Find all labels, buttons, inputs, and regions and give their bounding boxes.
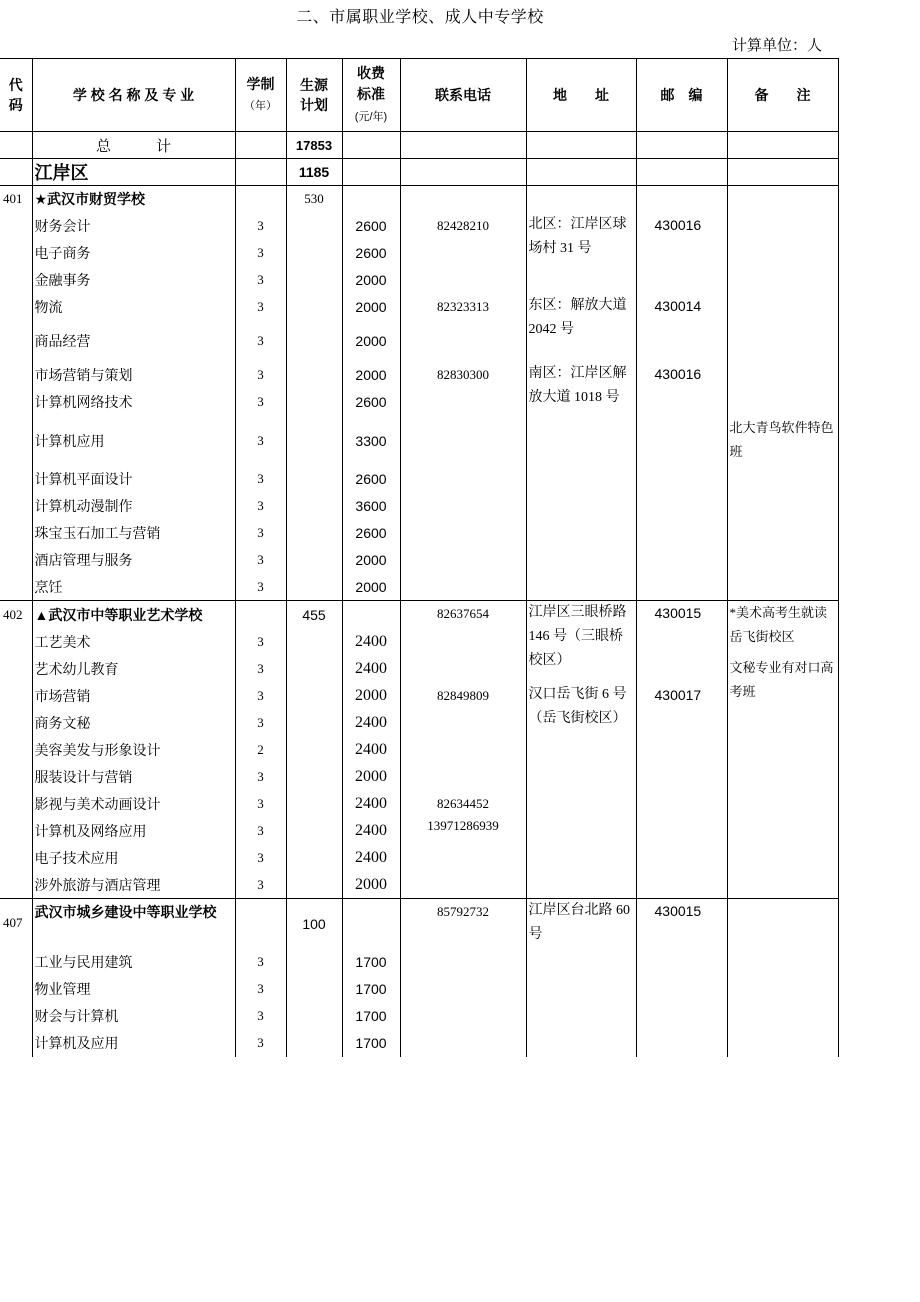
contact-postal: 430015 (636, 601, 727, 683)
major-name: 工艺美术 (32, 629, 235, 656)
major-fee: 2000 (342, 267, 400, 294)
major-years: 3 (235, 267, 286, 294)
major-years: 3 (235, 416, 286, 466)
school-code: 401 (0, 186, 32, 213)
major-name: 影视与美术动画设计 (32, 791, 235, 818)
unit-label: 计算单位：人 (732, 37, 823, 54)
major-years: 3 (235, 791, 286, 818)
major-name: 物流 (32, 294, 235, 321)
contact-address: 江岸区三眼桥路 146 号（三眼桥校区） (526, 601, 636, 683)
header-phone: 联系电话 (400, 59, 526, 132)
major-name: 财会与计算机 (32, 1003, 235, 1030)
school-name: ★武汉市财贸学校 (32, 186, 235, 213)
major-name: 物业管理 (32, 976, 235, 1003)
major-years: 3 (235, 629, 286, 656)
major-years: 3 (235, 764, 286, 791)
major-fee: 3300 (342, 416, 400, 466)
major-years: 3 (235, 949, 286, 976)
major-years: 3 (235, 872, 286, 899)
contact-postal: 430014 (636, 294, 727, 362)
district-plan: 1185 (286, 159, 342, 186)
major-name: 电子技术应用 (32, 845, 235, 872)
major-fee: 2000 (342, 294, 400, 321)
major-fee: 2600 (342, 213, 400, 240)
major-fee: 2400 (342, 710, 400, 737)
major-name: 商品经营 (32, 321, 235, 362)
major-years: 3 (235, 321, 286, 362)
school-plan: 530 (286, 186, 342, 213)
major-fee: 2000 (342, 362, 400, 389)
major-years: 3 (235, 240, 286, 267)
major-years: 3 (235, 574, 286, 601)
major-fee: 2400 (342, 791, 400, 818)
major-name: 烹饪 (32, 574, 235, 601)
major-row (0, 294, 838, 321)
major-name: 市场营销 (32, 683, 235, 710)
major-row (0, 213, 838, 240)
major-name: 金融事务 (32, 267, 235, 294)
contact-phone: 82428210 (400, 213, 526, 294)
major-years: 3 (235, 683, 286, 710)
major-name: 酒店管理与服务 (32, 547, 235, 574)
major-years: 3 (235, 466, 286, 493)
major-fee: 2000 (342, 547, 400, 574)
major-name: 艺术幼儿教育 (32, 656, 235, 683)
major-name: 财务会计 (32, 213, 235, 240)
header-note: 备 注 (727, 59, 838, 132)
contact-postal: 430017 (636, 683, 727, 899)
school-note: 北大青鸟软件特色班 (727, 416, 838, 601)
school-row (0, 601, 838, 629)
total-row (0, 132, 838, 159)
district-row (0, 159, 838, 186)
major-years: 3 (235, 389, 286, 416)
major-fee: 2000 (342, 872, 400, 899)
major-fee: 2600 (342, 389, 400, 416)
school-code: 402 (0, 601, 32, 629)
major-years: 3 (235, 976, 286, 1003)
contact-phone: 82323313 (400, 294, 526, 362)
major-fee: 2400 (342, 737, 400, 764)
header-years: 学制 （年） (235, 59, 286, 132)
major-fee: 1700 (342, 949, 400, 976)
major-fee: 2400 (342, 656, 400, 683)
major-years: 3 (235, 845, 286, 872)
major-name: 电子商务 (32, 240, 235, 267)
school-code: 407 (0, 899, 32, 949)
major-fee: 2400 (342, 818, 400, 845)
major-fee: 3600 (342, 493, 400, 520)
major-name: 服装设计与营销 (32, 764, 235, 791)
contact-phone: 82830300 (400, 362, 526, 601)
contact-postal: 430015 (636, 899, 727, 1057)
major-fee: 1700 (342, 1030, 400, 1057)
major-name: 计算机及网络应用 (32, 818, 235, 845)
contact-phone: 82634452 (400, 791, 526, 818)
header-row (0, 59, 838, 132)
contact-address: 东区：解放大道 2042 号 (526, 294, 636, 362)
major-years: 3 (235, 547, 286, 574)
contact-phone: 82637654 (400, 601, 526, 683)
major-fee: 2600 (342, 520, 400, 547)
school-row (0, 899, 838, 949)
header-fee: 收费 标准 (元/年) (342, 59, 400, 132)
major-fee: 2400 (342, 845, 400, 872)
school-name: 武汉市城乡建设中等职业学校 (32, 899, 235, 949)
major-years: 3 (235, 818, 286, 845)
contact-postal: 430016 (636, 213, 727, 294)
major-fee: 2000 (342, 321, 400, 362)
header-plan: 生源 计划 (286, 59, 342, 132)
major-years: 3 (235, 1003, 286, 1030)
major-name: 市场营销与策划 (32, 362, 235, 389)
school-row (0, 186, 838, 213)
major-name: 美容美发与形象设计 (32, 737, 235, 764)
major-fee: 1700 (342, 1003, 400, 1030)
school-name: ▲武汉市中等职业艺术学校 (32, 601, 235, 629)
school-note: *美术高考生就读岳飞街校区 (727, 601, 838, 656)
major-name: 珠宝玉石加工与营销 (32, 520, 235, 547)
major-row (0, 683, 838, 710)
major-years: 3 (235, 1030, 286, 1057)
major-name: 工业与民用建筑 (32, 949, 235, 976)
major-fee: 2400 (342, 629, 400, 656)
school-plan: 455 (286, 601, 342, 629)
major-fee: 2000 (342, 683, 400, 710)
major-row (0, 362, 838, 389)
header-postal: 邮 编 (636, 59, 727, 132)
major-name: 计算机平面设计 (32, 466, 235, 493)
school-note: 文秘专业有对口高考班 (727, 656, 838, 899)
contact-phone: 13971286939 (400, 818, 526, 845)
major-fee: 2600 (342, 240, 400, 267)
total-label: 总 计 (32, 132, 235, 159)
major-years: 2 (235, 737, 286, 764)
major-years: 3 (235, 520, 286, 547)
major-name: 计算机网络技术 (32, 389, 235, 416)
total-plan: 17853 (286, 132, 342, 159)
major-name: 计算机及应用 (32, 1030, 235, 1057)
major-name: 商务文秘 (32, 710, 235, 737)
district-label: 江岸区 (32, 159, 235, 186)
major-name: 计算机应用 (32, 416, 235, 466)
major-fee: 1700 (342, 976, 400, 1003)
header-address: 地 址 (526, 59, 636, 132)
school-plan: 100 (286, 899, 342, 949)
contact-address: 北区：江岸区球场村 31 号 (526, 213, 636, 294)
major-years: 3 (235, 294, 286, 321)
contact-address: 江岸区台北路 60 号 (526, 899, 636, 1057)
major-years: 3 (235, 656, 286, 683)
page-title: 二、市属职业学校、成人中专学校 (296, 9, 544, 26)
major-years: 3 (235, 493, 286, 520)
contact-phone: 85792732 (400, 899, 526, 1057)
schools-table (0, 58, 839, 1057)
contact-address: 汉口岳飞街 6 号 （岳飞街校区） (526, 683, 636, 899)
header-name: 学 校 名 称 及 专 业 (32, 59, 235, 132)
major-fee: 2000 (342, 764, 400, 791)
major-fee: 2600 (342, 466, 400, 493)
contact-postal: 430016 (636, 362, 727, 601)
contact-phone: 82849809 (400, 683, 526, 791)
major-years: 3 (235, 710, 286, 737)
major-name: 计算机动漫制作 (32, 493, 235, 520)
header-code: 代 码 (0, 59, 32, 132)
major-name: 涉外旅游与酒店管理 (32, 872, 235, 899)
major-years: 3 (235, 362, 286, 389)
major-fee: 2000 (342, 574, 400, 601)
contact-address: 南区：江岸区解放大道 1018 号 (526, 362, 636, 601)
major-years: 3 (235, 213, 286, 240)
